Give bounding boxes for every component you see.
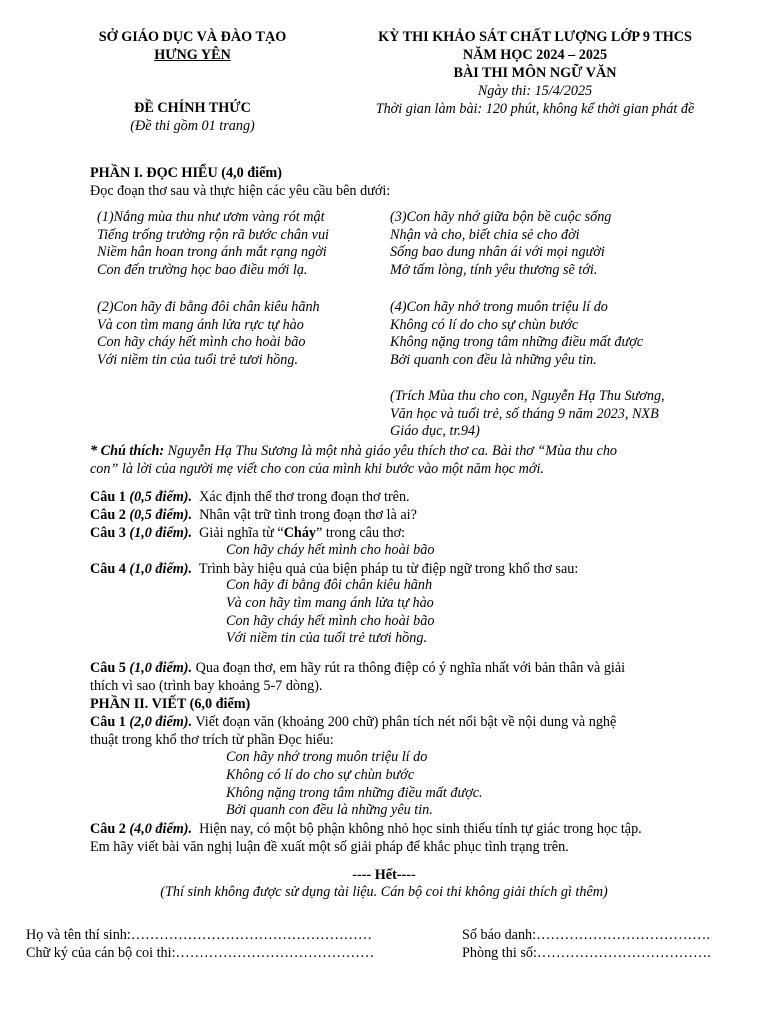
poem-line: Nhận và cho, biết chia sẻ cho đời <box>390 226 580 243</box>
poem-stanza-2 <box>97 299 320 369</box>
poem-stanza-4 <box>390 299 643 369</box>
question-label: Câu 1 <box>90 489 126 505</box>
quote-line: Con hãy đi bằng đôi chân kiêu hãnh <box>226 577 433 593</box>
poem-line: Tiếng trống trường rộn rã bước chân vui <box>97 226 330 243</box>
quote-line: Con hãy cháy hết mình cho hoài bão <box>226 542 435 558</box>
poem-line: Niềm hân hoan trong ánh mắt rạng ngời <box>97 244 327 261</box>
source-line: Văn học và tuổi trẻ, số tháng 9 năm 2023, NXB <box>390 405 659 422</box>
q4-quote <box>226 577 434 648</box>
poem-line: Con hãy cháy hết mình cho hoài bão <box>97 334 306 351</box>
question-4 <box>90 560 578 578</box>
part1-instruction: Đọc đoạn thơ sau và thực hiện các yêu cầu bên dưới: <box>90 183 391 199</box>
exam-notice: (Thí sinh không được sử dụng tài liệu. Cán bộ coi thi không giải thích gì thêm) <box>160 884 608 900</box>
poem-line: (4)Con hãy nhớ trong muôn triệu lí do <box>390 299 608 315</box>
question-2 <box>90 506 417 524</box>
question-5 <box>90 659 625 677</box>
exam-title: KỲ THI KHẢO SÁT CHẤT LƯỢNG LỚP 9 THCS <box>378 29 692 45</box>
question-points: (1,0 điểm). <box>129 561 193 577</box>
annotation-label: * Chú thích: <box>90 443 165 459</box>
question-text: Viết đoạn văn (khoảng 200 chữ) phân tích nét nổi bật về nội dung và nghệ <box>195 714 617 730</box>
question-text: Nhân vật trữ tình trong đoạn thơ là ai? <box>199 507 417 523</box>
part2-title: PHẦN II. VIẾT (6,0 điểm) <box>90 696 251 712</box>
question-points: (2,0 điểm). <box>129 714 193 730</box>
poem-line: Mở tấm lòng, tính yêu thương sẽ tới. <box>390 261 598 278</box>
poem-line: (3)Con hãy nhớ giữa bộn bề cuộc sống <box>390 209 612 225</box>
part2-question-1-cont: thuật trong khổ thơ trích từ phần Đọc hiểu: <box>90 732 334 748</box>
question-text: Trình bày hiệu quả của biện pháp tu từ điệp ngữ trong khổ thơ sau: <box>198 561 579 577</box>
part2-q1-quote <box>226 749 483 820</box>
question-label: Câu 2 <box>90 507 126 523</box>
exam-subject: BÀI THI MÔN NGỮ VĂN <box>453 65 617 81</box>
end-mark: ---- Hết---- <box>352 867 416 883</box>
question-text: Qua đoạn thơ, em hãy rút ra thông điệp có ý nghĩa nhất với bản thân và giải <box>195 660 626 676</box>
question-points: (0,5 điểm). <box>129 489 193 505</box>
question-3 <box>90 524 405 542</box>
exam-duration: Thời gian làm bài: 120 phút, không kể thời gian phát đề <box>375 101 695 117</box>
poem-line: Và con tìm mang ánh lửa rực tự hào <box>97 316 304 333</box>
quote-line: Con hãy cháy hết mình cho hoài bão <box>226 612 435 629</box>
quote-line: Không nặng trong tâm những điều mất được. <box>226 784 483 801</box>
question-text: Xác định thể thơ trong đoạn thơ trên. <box>199 489 410 505</box>
quote-line: Và con hãy tìm mang ánh lửa tự hào <box>226 594 434 611</box>
poem-line: Con đến trường học bao điều mới lạ. <box>97 261 308 278</box>
question-label: Câu 3 <box>90 525 126 541</box>
question-text: Giải nghĩa từ “ <box>199 525 284 541</box>
department-name: SỞ GIÁO DỤC VÀ ĐÀO TẠO <box>98 29 287 45</box>
question-label: Câu 4 <box>90 561 126 577</box>
poem-line: Không nặng trong tâm những điều mất được <box>390 334 644 351</box>
question-points: (0,5 điểm). <box>129 507 193 523</box>
question-label: Câu 5 <box>90 660 126 676</box>
province-name: HƯNG YÊN <box>154 47 231 63</box>
exam-date: Ngày thi: 15/4/2025 <box>477 83 593 99</box>
q3-quote <box>226 542 434 560</box>
poem-line: (1)Nắng mùa thu như ươm vàng rót mật <box>97 209 325 225</box>
poem-line: Với niềm tin của tuổi trẻ tươi hồng. <box>97 351 298 368</box>
source-line: Giáo dục, tr.94) <box>390 423 480 440</box>
poem-source <box>390 388 665 441</box>
part1-title: PHẦN I. ĐỌC HIỂU (4,0 điểm) <box>90 165 282 181</box>
quote-line: Bởi quanh con đều là những yêu tin. <box>226 802 433 819</box>
pages-note: (Đề thi gồm 01 trang) <box>130 118 255 134</box>
question-label: Câu 1 <box>90 714 126 730</box>
question-points: (4,0 điểm). <box>129 821 193 837</box>
question-5-cont: thích vì sao (trình bay khoảng 5-7 dòng). <box>90 678 323 694</box>
supervisor-signature-field: Chữ ký của cán bộ coi thi:…………………………………… <box>26 945 375 961</box>
poem-line: Bởi quanh con đều là những yêu tin. <box>390 351 597 368</box>
question-1 <box>90 488 410 506</box>
question-keyword: Cháy <box>283 525 317 541</box>
poem-stanza-1 <box>97 209 329 279</box>
quote-line: Con hãy nhớ trong muôn triệu lí do <box>226 749 428 765</box>
question-text: ” trong câu thơ: <box>316 525 406 541</box>
part2-question-1 <box>90 713 616 731</box>
source-line: (Trích Mùa thu cho con, Nguyễn Hạ Thu Sương, <box>390 388 665 404</box>
annotation-text: Nguyễn Hạ Thu Sương là một nhà giáo yêu thích thơ ca. Bài thơ “Mùa thu cho <box>164 443 618 459</box>
poem-stanza-3 <box>390 209 611 279</box>
poem-line: (2)Con hãy đi bằng đôi chân kiêu hãnh <box>97 299 320 315</box>
annotation-text-2: con” là lời của người mẹ viết cho con của mình khi bước vào một năm học mới. <box>90 461 544 477</box>
quote-line: Với niềm tin của tuổi trẻ tươi hồng. <box>226 630 427 647</box>
quote-line: Không có lí do cho sự chùn bước <box>226 766 415 783</box>
school-year: NĂM HỌC 2024 – 2025 <box>462 47 608 63</box>
question-points: (1,0 điểm). <box>129 525 193 541</box>
annotation-note <box>90 442 617 460</box>
poem-line: Không có lí do cho sự chùn bước <box>390 316 579 333</box>
candidate-name-field: Họ và tên thí sinh:…………………………………………… <box>26 927 373 943</box>
question-text: Hiện nay, có một bộ phận không nhỏ học sinh thiếu tính tự giác trong học tập. <box>199 821 642 837</box>
candidate-number-field: Số báo danh:………………………………. <box>462 927 710 943</box>
official-label: ĐỀ CHÍNH THỨC <box>134 100 251 116</box>
part2-question-2 <box>90 820 642 838</box>
poem-line: Sống bao dung nhân ái với mọi người <box>390 244 605 261</box>
question-label: Câu 2 <box>90 821 126 837</box>
question-points: (1,0 điểm). <box>129 660 193 676</box>
part2-question-2-cont: Em hãy viết bài văn nghị luận đề xuất một số giải pháp để khắc phục tình trạng trên. <box>90 839 569 855</box>
room-number-field: Phòng thi số:………………………………. <box>462 945 711 961</box>
